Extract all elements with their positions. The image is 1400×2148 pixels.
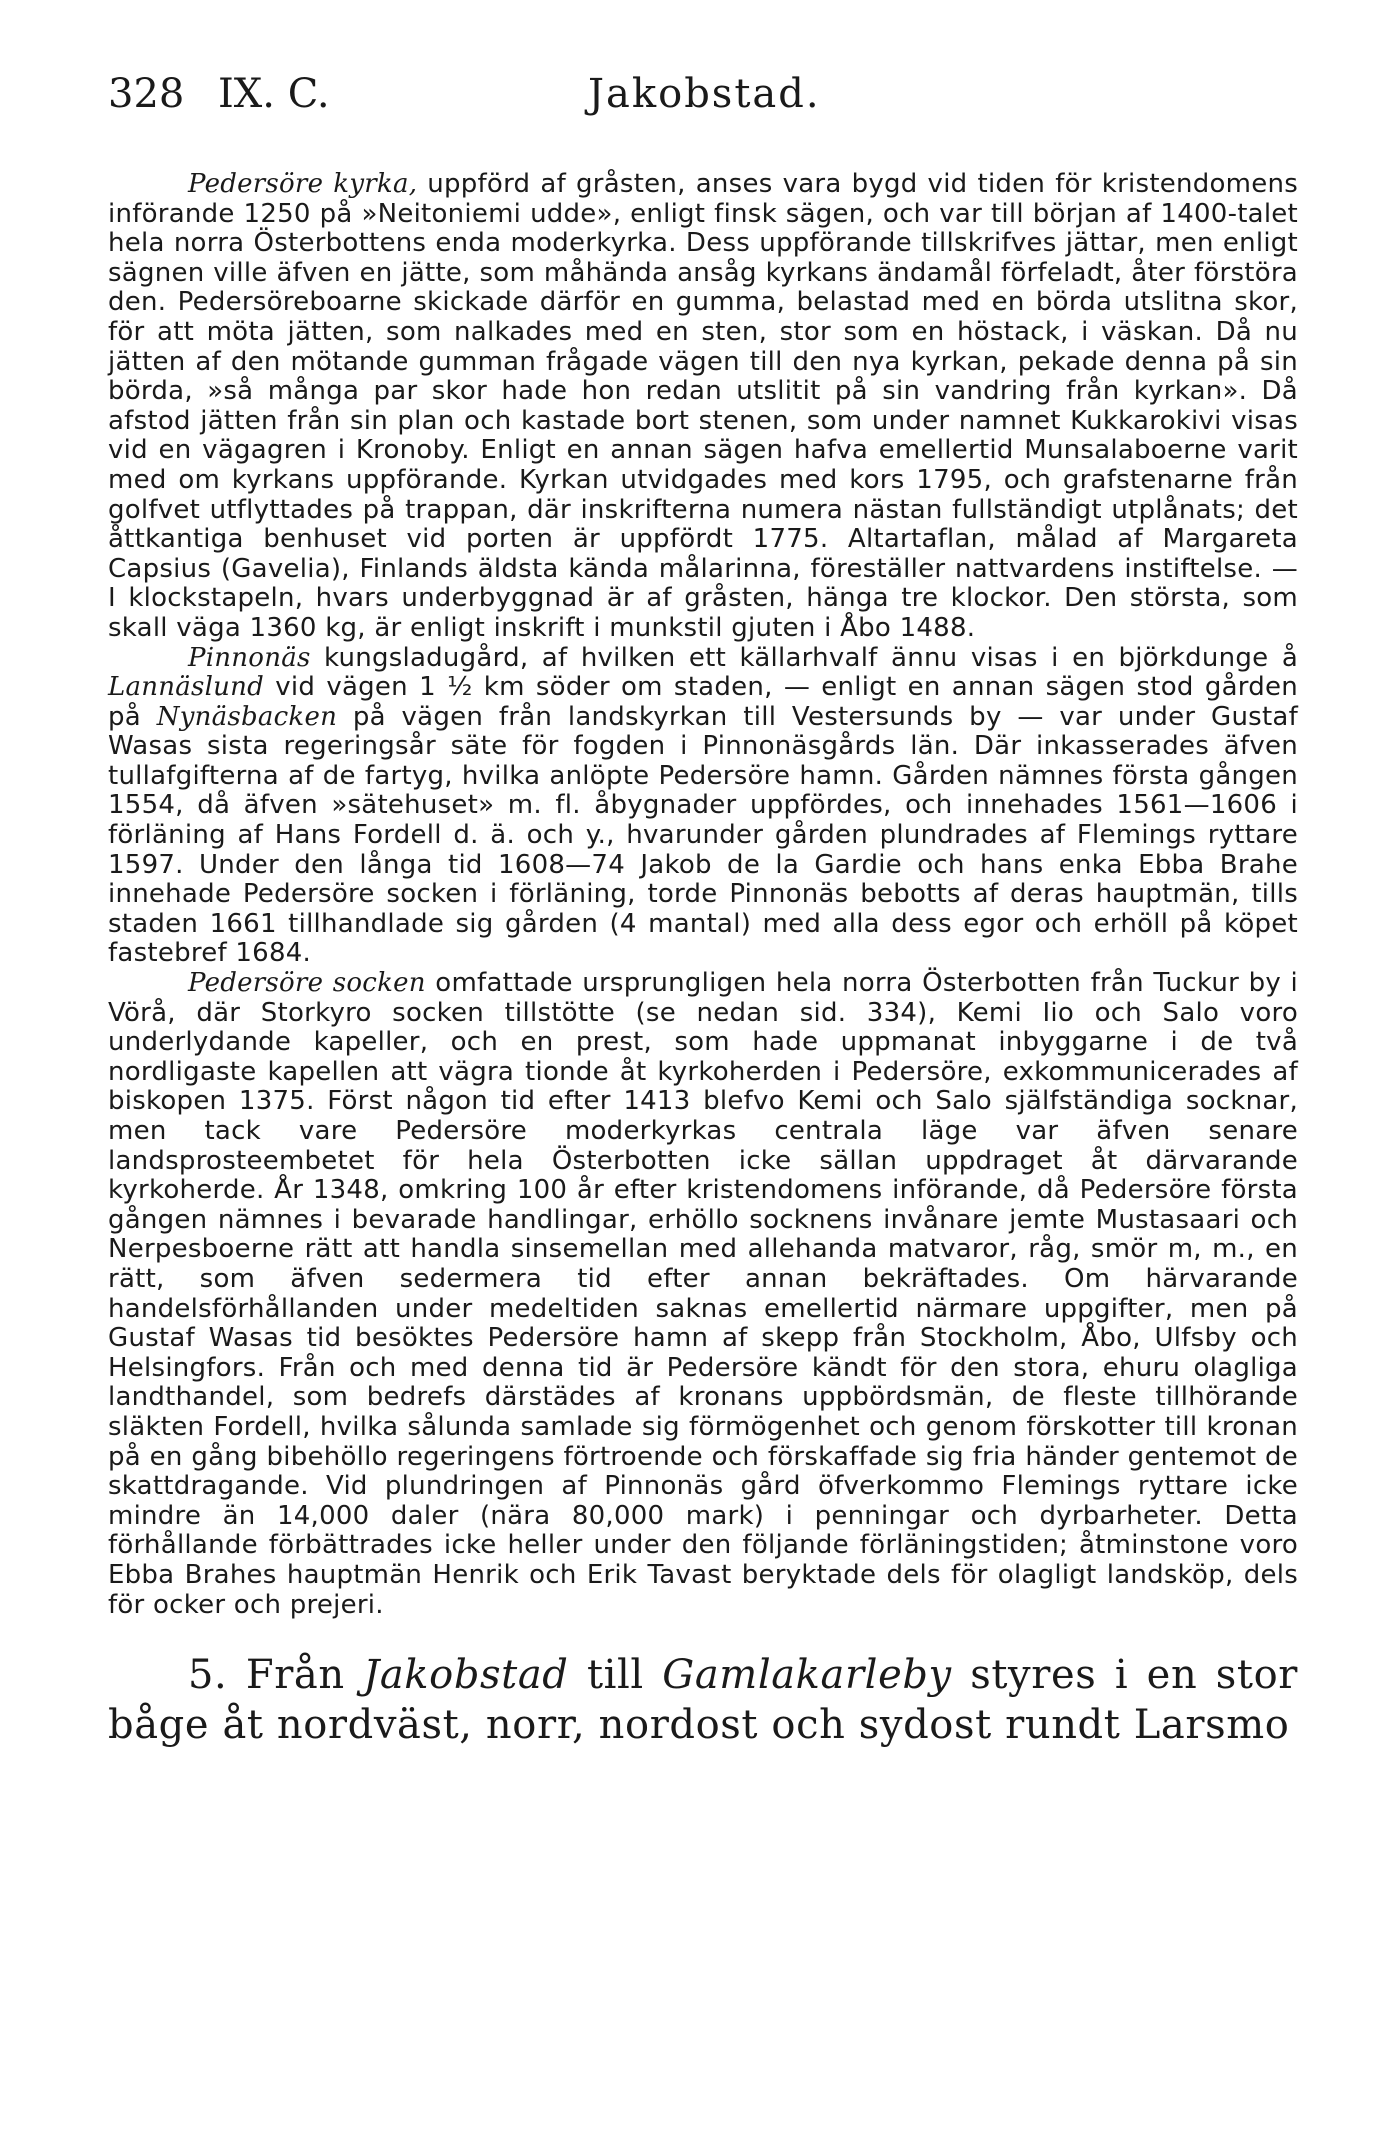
paragraph-lead: Pinnonäs: [188, 642, 311, 673]
paragraph-text: uppförd af gråsten, anses vara bygd vid tiden för kristendomens införande 1250 på »Neitoniemi udde», enligt finsk sägen, och var till början af 1400-talet hela norra Österbottens enda moderkyrka. Dess uppförande tillskrifves jättar, men enligt sägnen ville äfven en jätte, som måhända ansåg kyrkans ändamål förfeladt, åter förstöra den. Pedersöreboarne skickade därför en gumma, belastad med en börda utslitna skor, för att möta jätten, som nalkades med en sten, stor som en höstack, i väskan. Då nu jätten af den mötande gumman frågade vägen till den nya kyrkan, pekade denna på sin börda, »så många par skor hade hon redan utslitit på sin vandring från kyrkan». Då afstod jätten från sin plan och kastade bort stenen, som under namnet Kukkarokivi visas vid en vägagren i Kronoby. Enligt en annan sägen hafva emellertid Munsalaboerne varit med om kyrkans uppförande. Kyrkan utvidgades med kors 1795, och grafstenarne från golfvet utflyttades på trappan, där inskrifterna numera nästan fullständigt utplånats; det åttkantiga benhuset vid porten är uppfördt 1775. Altartaflan, målad af Margareta Capsius (Gavelia), Finlands äldsta kända målarinna, föreställer nattvardens instiftelse. — I klockstapeln, hvars underbyggnad är af gråsten, hänga tre klockor. Den största, som skall väga 1360 kg, är enligt inskrift i munkstil gjuten i Åbo 1488.: [108, 169, 1298, 643]
page-number: 328: [108, 71, 185, 117]
paragraph-text: omfattade ursprungligen hela norra Österbotten från Tuckur by i Vörå, där Storkyro socken tillstötte (se nedan sid. 334), Kemi Iio och Salo voro underlydande kapeller, och en prest, som hade uppmanat inbyggarne i de två nordligaste kapellen att vägra tionde åt kyrkoherden i Pedersöre, exkommunicerades af biskopen 1375. Först någon tid efter 1413 blefvo Kemi och Salo själfständiga socknar, men tack vare Pedersöre moderkyrkas centrala läge var äfven senare landsprosteembetet för hela Österbotten icke sällan uppdraget åt därvarande kyrkoherde. År 1348, omkring 100 år efter kristendomens införande, då Pedersöre första gången nämnes i bevarade handlingar, erhöllo socknens invånare jemte Mustasaari och Nerpesboerne rätt att handla sinsemellan med allehanda matvaror, råg, smör m, m., en rätt, som äfven sedermera tid efter annan bekräftades. Om härvarande handelsförhållanden under medeltiden saknas emellertid närmare uppgifter, men på Gustaf Wasas tid besöktes Pedersöre hamn af skepp från Stockholm, Åbo, Ulfsby och Helsingfors. Från och med denna tid är Pedersöre kändt för den stora, ehuru olagliga landthandel, som bedrefs därstädes af kronans uppbördsmän, de fleste tillhörande släkten Fordell, hvilka sålunda samlade sig förmögenhet och genom förskotter till kronan på en gång bibehöllo regeringens förtroende och förskaffade sig fria händer gentemot de skattdragande. Vid plundringen af Pinnonäs gård öfverkommo Flemings ryttare icke mindre än 14,000 daler (nära 80,000 mark) i penningar och dyrbarheter. Detta förhållande förbättrades icke heller under den följande förläningstiden; åtminstone voro Ebba Brahes hauptmän Henrik och Erik Tavast beryktade dels för olagligt landsköp, dels för ocker och prejeri.: [108, 968, 1298, 1620]
place-name-lannaslund: Lannäslund: [108, 672, 265, 703]
paragraph-pedersore-kyrka: [108, 170, 1298, 644]
running-title: Jakobstad.: [588, 71, 821, 117]
place-name-gamlakarleby: Gamlakarleby: [662, 1652, 952, 1699]
section-marker: IX. C.: [218, 71, 330, 117]
place-name-jakobstad: Jakobstad: [363, 1652, 569, 1699]
body-text: [108, 170, 1298, 1620]
paragraph-lead: Pedersöre socken: [188, 968, 426, 999]
section-text: Från: [227, 1652, 364, 1699]
section-number: 5.: [188, 1652, 228, 1699]
paragraph-text: kungsladugård, af hvilken ett källarhvalf ännu visas i en björkdunge å: [310, 642, 1298, 673]
section-text: styres i en stor båge åt nordväst, norr, nordost och sydost rundt Larsmo: [108, 1652, 1299, 1749]
paragraph-text: på vägen från landskyrkan till Vestersunds by — var under Gustaf Wasas sista regeringsår säte för fogden i Pinnonäsgårds län. Där inkasserades äfven tullafgifterna af de fartyg, hvilka anlöpte Pedersöre hamn. Gården nämnes första gången 1554, då äfven »sätehuset» m. fl. åbygnader uppfördes, och innehades 1561—1606 i förläning af Hans Fordell d. ä. och y., hvarunder gården plundrades af Flemings ryttare 1597. Under den långa tid 1608—74 Jakob de la Gardie och hans enka Ebba Brahe innehade Pedersöre socken i förläning, torde Pinnonäs bebotts af deras hauptmän, tills staden 1661 tillhandlade sig gården (4 mantal) med alla dess egor och erhöll på köpet fastebref 1684.: [108, 701, 1298, 969]
paragraph-pedersore-socken: [108, 969, 1298, 1620]
paragraph-lead: Pedersöre kyrka,: [188, 169, 418, 199]
section-heading: [108, 1650, 1298, 1750]
running-head: [108, 70, 1298, 118]
paragraph-text: vid vägen 1 ½ km söder om staden, — enligt en annan sägen stod gården på: [108, 672, 1298, 732]
place-name-nynasbacken: Nynäsbacken: [156, 701, 338, 732]
book-page: [108, 70, 1298, 1750]
paragraph-pinnonas: [108, 644, 1298, 970]
section-text: till: [568, 1652, 663, 1699]
